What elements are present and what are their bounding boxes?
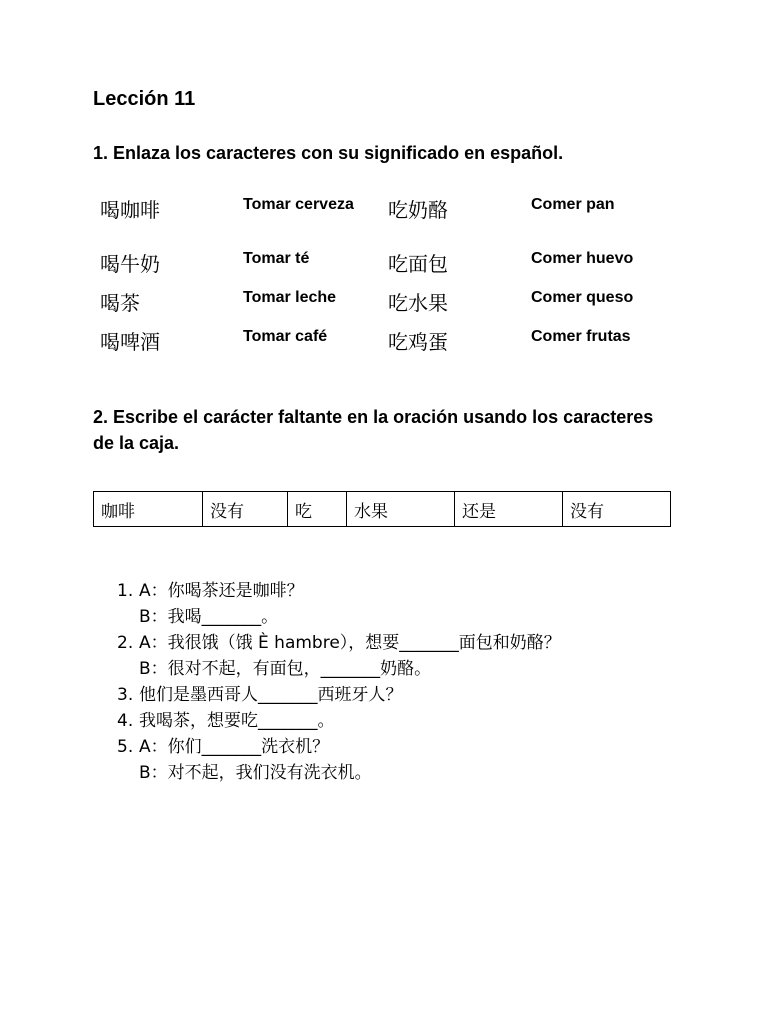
spanish-meaning: Tomar cerveza [243,196,354,213]
exercise-line [117,630,561,656]
chinese-phrase: 吃鸡蛋 [388,330,448,354]
section1-heading: 1. Enlaza los caracteres con su significado en español. [93,143,564,163]
chinese-phrase: 喝咖啡 [100,198,160,222]
chinese-phrase: 喝茶 [100,291,140,315]
spanish-meaning: Comer frutas [531,328,631,345]
chinese-phrase: 喝啤酒 [100,330,160,354]
exercise-line [117,682,403,708]
exercise-number: 1. [117,581,134,601]
exercise-text: B：我喝_______。 [139,607,279,627]
chinese-phrase: 喝牛奶 [100,252,160,276]
exercise-line [117,656,431,682]
exercise-number: 4. [117,711,134,731]
exercise-text: 他们是墨西哥人_______西班牙人？ [139,685,403,705]
section2-heading: 2. Escribe el carácter faltante en la oración usando los caracteres de la caja. [93,407,654,453]
chinese-phrase: 吃面包 [388,252,448,276]
exercise-line [117,578,304,604]
exercise-number: 3. [117,685,134,705]
exercise-line [117,760,372,786]
exercise-text: A：你们_______洗衣机？ [139,737,330,757]
spanish-meaning: Comer pan [531,196,615,213]
word-box-cell: 还是 [455,492,563,527]
spanish-meaning: Tomar té [243,250,310,267]
exercise-text: B：很对不起，有面包，_______奶酪。 [139,659,432,679]
lesson-title: Lección 11 [93,88,196,110]
word-box-cell: 没有 [563,492,671,527]
spanish-meaning: Comer huevo [531,250,634,267]
spanish-meaning: Tomar café [243,328,328,345]
spanish-meaning: Tomar leche [243,289,337,306]
word-box-cell: 咖啡 [94,492,203,527]
exercise-line [117,734,329,760]
exercise-number: 5. [117,737,134,757]
exercise-line [117,604,278,630]
word-box-cell: 没有 [203,492,288,527]
word-box-cell: 吃 [288,492,347,527]
exercise-text: 我喝茶，想要吃_______。 [139,711,335,731]
chinese-phrase: 吃奶酪 [388,198,448,222]
exercise-text: A：你喝茶还是咖啡？ [139,581,304,601]
chinese-phrase: 吃水果 [388,291,448,315]
exercise-text: B：对不起，我们没有洗衣机。 [139,763,372,783]
word-box [93,491,671,527]
word-box-cell: 水果 [347,492,455,527]
exercise-line [117,708,335,734]
exercise-text: A：我很饿（饿 È hambre），想要_______面包和奶酪？ [139,633,561,653]
spanish-meaning: Comer queso [531,289,634,306]
word-box-row [94,492,671,527]
exercise-number: 2. [117,633,134,653]
